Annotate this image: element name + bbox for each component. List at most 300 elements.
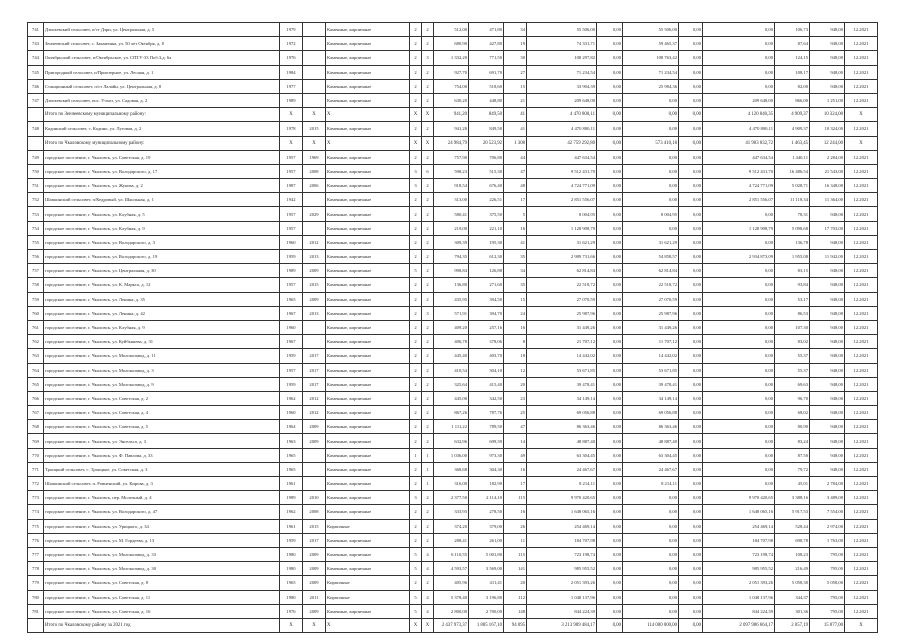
- table-cell-wall: Каменные, кирпичные: [326, 193, 410, 207]
- table-cell-residents: 35: [504, 278, 527, 292]
- table-cell-funds-a: 54 858,57: [623, 250, 679, 264]
- table-cell-funds-a: 71 234,54: [623, 65, 679, 79]
- table-cell-cost-per-m2: 106,73: [775, 23, 810, 37]
- table-cell-funds-b: 0,00: [703, 434, 775, 448]
- table-cell-cost: 9 970 420,65: [527, 491, 597, 505]
- table-cell-area-living: 5 001,80: [469, 547, 504, 561]
- table-cell-share-a: 0,00: [597, 264, 623, 278]
- table-row: [28, 462, 878, 476]
- table-cell-cost-per-m2: 4 909,37: [775, 122, 810, 136]
- table-cell-residents: 112: [504, 590, 527, 604]
- table-cell-limit-per-m2: 948,00: [810, 420, 845, 434]
- table-cell-funds-b: 0,00: [703, 37, 775, 51]
- table-cell-name: городское поселение, г. Чкаловск, ул. Клубная, д. 5: [44, 207, 280, 221]
- table-cell-date: 12.2021: [845, 406, 878, 420]
- table-cell-cost: 2 051 393,26: [527, 576, 597, 590]
- table-cell-limit-per-m2: 16 348,00: [810, 179, 845, 193]
- table-cell-area-total: 941,20: [434, 108, 469, 122]
- table-cell-num: 774: [28, 505, 44, 519]
- table-cell-cost-per-m2: 528,44: [775, 519, 810, 533]
- table-cell-share-b: 0,00: [679, 221, 703, 235]
- table-cell-storeys: 2: [410, 65, 422, 79]
- table-cell-name: городское поселение, г. Чкаловск, ул. Советская, д. 19: [44, 150, 280, 164]
- table-cell-cost: 2 851 556,07: [527, 193, 597, 207]
- table-cell-share-a: 0,00: [597, 278, 623, 292]
- table-cell-area-total: 435,95: [434, 292, 469, 306]
- table-cell-funds-a: 69 056,88: [623, 406, 679, 420]
- table-cell-entrances: 2: [422, 221, 434, 235]
- table-cell-num: 766: [28, 391, 44, 405]
- table-cell-wall: Каменные, кирпичные: [326, 349, 410, 363]
- table-cell-num: 769: [28, 434, 44, 448]
- table-cell-storeys: 2: [410, 576, 422, 590]
- table-cell-funds-b: 0,00: [703, 420, 775, 434]
- table-cell-cost-per-m2: 78,31: [775, 207, 810, 221]
- table-cell-name: городское поселение, г. Чкаловск, ул. Советская, д. 4: [44, 406, 280, 420]
- table-cell-date: 12.2021: [845, 221, 878, 235]
- table-cell-limit-per-m2: 795,00: [810, 562, 845, 576]
- table-cell-year-built: 1965: [280, 292, 303, 306]
- table-cell-area-living: 271,60: [469, 278, 504, 292]
- table-cell-area-total: 219,00: [434, 221, 469, 235]
- table-cell-limit-per-m2: 948,00: [810, 292, 845, 306]
- table-cell-num: 752: [28, 193, 44, 207]
- table-cell-name: городское поселение, г. Чкаловск, ул. Молокозавод, д. 3: [44, 363, 280, 377]
- table-cell-funds-a: 31 621,29: [623, 235, 679, 249]
- table-row: [28, 235, 878, 249]
- table-cell-cost: 63 304,45: [527, 448, 597, 462]
- table-cell-funds-a: 573 410,18: [623, 136, 679, 150]
- table-cell-funds-a: 31 449,26: [623, 320, 679, 334]
- table-cell-name: городское поселение, г. Чкаловск, ул. Ленина, д. 42: [44, 306, 280, 320]
- table-cell-residents: 94 095: [504, 618, 527, 632]
- table-cell-entrances: 2: [422, 207, 434, 221]
- table-cell-share-a: 0,00: [597, 320, 623, 334]
- table-cell-date: 12.2021: [845, 320, 878, 334]
- table-cell-entrances: 2: [422, 193, 434, 207]
- table-cell-cost-per-m2: 124,15: [775, 51, 810, 65]
- table-cell-year-repair: 2013: [303, 250, 326, 264]
- table-cell-cost: 27 070,59: [527, 292, 597, 306]
- table-cell-cost-per-m2: 344,37: [775, 590, 810, 604]
- table-cell-limit-per-m2: 10 324,00: [810, 122, 845, 136]
- table-cell-storeys: 2: [410, 320, 422, 334]
- table-cell-area-living: 515,30: [469, 164, 504, 178]
- table-cell-share-b: 0,00: [679, 391, 703, 405]
- table-cell-share-a: 0,00: [597, 391, 623, 405]
- table-cell-cost: 14 442,02: [527, 349, 597, 363]
- table-cell-funds-a: 86 363,46: [623, 420, 679, 434]
- table-cell-year-repair: [303, 477, 326, 491]
- table-cell-num: 761: [28, 320, 44, 334]
- table-cell-wall: Кирпичные: [326, 576, 410, 590]
- table-cell-wall: Каменные, кирпичные: [326, 533, 410, 547]
- table-cell-entrances: 2: [422, 250, 434, 264]
- table-cell-residents: 17: [504, 193, 527, 207]
- table-cell-year-repair: 2006: [303, 179, 326, 193]
- table-cell-share-b: 0,00: [679, 462, 703, 476]
- table-cell-share-a: 0,00: [597, 164, 623, 178]
- table-cell-year-repair: 2009: [303, 562, 326, 576]
- table-cell-share-b: 0,00: [679, 179, 703, 193]
- table-cell-entrances: 2: [422, 122, 434, 136]
- table-cell-limit-per-m2: 948,00: [810, 65, 845, 79]
- table-cell-share-a: 0,00: [597, 533, 623, 547]
- table-cell-area-living: 304,10: [469, 363, 504, 377]
- table-row: [28, 23, 878, 37]
- table-cell-year-built: 1972: [280, 37, 303, 51]
- table-cell-cost: 4 724 771,09: [527, 179, 597, 193]
- table-cell-share-a: 0,00: [597, 150, 623, 164]
- table-cell-funds-b: 1 048 137,96: [703, 590, 775, 604]
- table-cell-date: 12.2021: [845, 51, 878, 65]
- table-cell-residents: 47: [504, 164, 527, 178]
- table-cell-area-total: 445,40: [434, 349, 469, 363]
- table-cell-share-a: 0,00: [597, 93, 623, 107]
- table-cell-year-built: 1980: [280, 547, 303, 561]
- table-cell-funds-a: 0,00: [623, 221, 679, 235]
- table-cell-residents: 44: [504, 150, 527, 164]
- table-cell-area-total: 406,78: [434, 335, 469, 349]
- table-cell-num: 762: [28, 335, 44, 349]
- table-cell-area-total: 794,35: [434, 250, 469, 264]
- table-cell-cost-per-m2: 86,53: [775, 306, 810, 320]
- table-cell-wall: Каменные, кирпичные: [326, 79, 410, 93]
- table-cell-area-living: 403,70: [469, 349, 504, 363]
- table-cell-area-total: 998,84: [434, 264, 469, 278]
- table-cell-storeys: 2: [410, 306, 422, 320]
- table-cell-funds-b: 0,00: [703, 235, 775, 249]
- table-cell-cost: 844 224,39: [527, 604, 597, 618]
- table-cell-share-a: 0,00: [597, 136, 623, 150]
- table-cell-num: [28, 136, 44, 150]
- table-cell-entrances: 2: [422, 576, 434, 590]
- table-cell-name: Шапкинский сельсовет, п. Ровненский, ул. Кирова, д. 3: [44, 477, 280, 491]
- table-cell-share-b: 0,00: [679, 547, 703, 561]
- table-cell-storeys: 2: [410, 363, 422, 377]
- table-cell-name: городское поселение, г. Чкаловск, ул. Володарского, д. 17: [44, 164, 280, 178]
- table-row: [28, 406, 878, 420]
- table-cell-share-b: 0,00: [679, 250, 703, 264]
- table-cell-cost: 254 469,14: [527, 519, 597, 533]
- table-cell-wall: Каменные, кирпичные: [326, 23, 410, 37]
- table-cell-area-living: 3 196,80: [469, 590, 504, 604]
- table-cell-residents: 21: [504, 93, 527, 107]
- table-row: [28, 193, 878, 207]
- table-cell-funds-b: 4 470 800,11: [703, 122, 775, 136]
- table-cell-entrances: X: [422, 136, 434, 150]
- table-cell-area-total: 325,64: [434, 377, 469, 391]
- table-cell-year-repair: X: [303, 136, 326, 150]
- table-cell-cost-per-m2: 698,78: [775, 533, 810, 547]
- table-cell-num: 772: [28, 477, 44, 491]
- table-cell-funds-b: 723 198,74: [703, 547, 775, 561]
- table-cell-year-built: 1980: [280, 562, 303, 576]
- table-cell-cost-per-m2: 5 058,30: [775, 576, 810, 590]
- table-cell-storeys: 5: [410, 604, 422, 618]
- table-cell-funds-b: 1 648 065,16: [703, 505, 775, 519]
- table-cell-funds-a: 8 214,11: [623, 477, 679, 491]
- table-cell-cost-per-m2: 82,00: [775, 79, 810, 93]
- table-cell-num: 751: [28, 179, 44, 193]
- table-cell-name: городское поселение, г. Чкаловск, ул. Энгельса, д. 3: [44, 434, 280, 448]
- table-cell-funds-a: 0,00: [623, 562, 679, 576]
- table-cell-year-built: 1961: [280, 519, 303, 533]
- table-cell-date: X: [845, 136, 878, 150]
- table-cell-wall: Каменные, кирпичные: [326, 462, 410, 476]
- table-cell-share-a: 0,00: [597, 349, 623, 363]
- table-cell-area-total: 309,39: [434, 235, 469, 249]
- table-cell-share-a: 0,00: [597, 477, 623, 491]
- table-cell-num: 760: [28, 306, 44, 320]
- table-cell-cost-per-m2: 1 955,08: [775, 250, 810, 264]
- table-cell-num: 758: [28, 278, 44, 292]
- table-cell-area-total: 136,80: [434, 278, 469, 292]
- table-cell-num: 763: [28, 349, 44, 363]
- table-cell-cost-per-m2: 108,17: [775, 65, 810, 79]
- table-cell-area-living: 378,06: [469, 335, 504, 349]
- table-cell-cost-per-m2: 11 118,34: [775, 193, 810, 207]
- table-cell-year-repair: 2012: [303, 235, 326, 249]
- table-cell-storeys: 3: [410, 491, 422, 505]
- table-cell-entrances: X: [422, 108, 434, 122]
- table-cell-limit-per-m2: 948,00: [810, 235, 845, 249]
- table-cell-name: городское поселение, г. Чкаловск, ул. Клубная, д. 9: [44, 221, 280, 235]
- table-cell-entrances: 2: [422, 420, 434, 434]
- table-cell-cost-per-m2: 83,02: [775, 335, 810, 349]
- table-cell-funds-b: 2 934 873,09: [703, 250, 775, 264]
- table-cell-cost-per-m2: 1 463,45: [775, 136, 810, 150]
- table-cell-storeys: 2: [410, 221, 422, 235]
- table-cell-cost-per-m2: 80,90: [775, 420, 810, 434]
- table-cell-name: Итого по Чкаловскому муниципальному району:: [44, 136, 280, 150]
- table-cell-share-b: 0,00: [679, 292, 703, 306]
- table-cell-funds-a: 55 506,00: [623, 23, 679, 37]
- table-row: [28, 420, 878, 434]
- table-cell-year-built: 1976: [280, 604, 303, 618]
- table-cell-funds-a: 0,00: [623, 491, 679, 505]
- table-cell-funds-b: 2 051 393,26: [703, 576, 775, 590]
- table-cell-funds-b: 0,00: [703, 363, 775, 377]
- table-cell-year-repair: 2009: [303, 420, 326, 434]
- table-cell-area-living: 261,00: [469, 533, 504, 547]
- table-cell-date: 12.2021: [845, 491, 878, 505]
- table-cell-funds-a: 34 149,14: [623, 391, 679, 405]
- table-cell-funds-b: 0,00: [703, 462, 775, 476]
- table-cell-funds-a: 11 707,12: [623, 335, 679, 349]
- table-cell-cost-per-m2: 53,17: [775, 292, 810, 306]
- table-row: [28, 278, 878, 292]
- table-cell-entrances: 4: [422, 590, 434, 604]
- table-cell-num: 768: [28, 420, 44, 434]
- table-cell-year-built: 1960: [280, 235, 303, 249]
- table-cell-num: 778: [28, 562, 44, 576]
- table-cell-share-b: 0,00: [679, 434, 703, 448]
- table-cell-date: 12.2021: [845, 306, 878, 320]
- table-cell-storeys: 2: [410, 23, 422, 37]
- table-cell-residents: 16: [504, 505, 527, 519]
- table-cell-entrances: 2: [422, 278, 434, 292]
- table-cell-entrances: 2: [422, 320, 434, 334]
- table-cell-year-built: 1965: [280, 462, 303, 476]
- table-cell-share-b: 0,00: [679, 604, 703, 618]
- table-cell-year-repair: [303, 193, 326, 207]
- table-cell-num: 741: [28, 23, 44, 37]
- table-cell-wall: Каменные, кирпичные: [326, 51, 410, 65]
- table-cell-share-a: 0,00: [597, 519, 623, 533]
- table-cell-num: 750: [28, 164, 44, 178]
- table-cell-funds-b: 0,00: [703, 79, 775, 93]
- table-cell-num: 765: [28, 377, 44, 391]
- table-cell-storeys: 2: [410, 335, 422, 349]
- table-cell-cost: 25 987,96: [527, 306, 597, 320]
- table-cell-funds-a: 0,00: [623, 590, 679, 604]
- table-cell-entrances: 4: [422, 562, 434, 576]
- table-row: [28, 51, 878, 65]
- table-cell-cost: 31 621,29: [527, 235, 597, 249]
- table-cell-funds-b: 0,00: [703, 406, 775, 420]
- table-row: [28, 604, 878, 618]
- table-cell-year-repair: X: [303, 618, 326, 632]
- table-cell-num: 749: [28, 150, 44, 164]
- table-cell-entrances: 3: [422, 306, 434, 320]
- table-cell-storeys: 2: [410, 420, 422, 434]
- table-cell-area-total: 1 036,00: [434, 448, 469, 462]
- table-cell-share-a: 0,00: [597, 377, 623, 391]
- table-cell-share-b: 0,00: [679, 349, 703, 363]
- table-cell-funds-a: 62 814,84: [623, 264, 679, 278]
- table-cell-cost: 86 363,46: [527, 420, 597, 434]
- table-cell-share-b: 0,00: [679, 150, 703, 164]
- table-cell-limit-per-m2: 948,00: [810, 335, 845, 349]
- table-cell-cost: 108 297,82: [527, 51, 597, 65]
- table-cell-share-b: 0,00: [679, 207, 703, 221]
- table-cell-limit-per-m2: 5 058,00: [810, 576, 845, 590]
- table-cell-area-total: 571,91: [434, 306, 469, 320]
- table-cell-year-repair: [303, 37, 326, 51]
- table-cell-residents: 23: [504, 391, 527, 405]
- table-row: [28, 477, 878, 491]
- table-cell-year-repair: 2017: [303, 377, 326, 391]
- table-cell-area-living: 375,50: [469, 207, 504, 221]
- table-cell-date: 12.2021: [845, 391, 878, 405]
- table-cell-residents: 15: [504, 292, 527, 306]
- table-cell-wall: Каменные, кирпичные: [326, 278, 410, 292]
- table-cell-date: 12.2021: [845, 79, 878, 93]
- table-row: [28, 491, 878, 505]
- table-cell-residents: 15: [504, 79, 527, 93]
- table-cell-num: 777: [28, 547, 44, 561]
- table-cell-funds-a: 14 442,02: [623, 349, 679, 363]
- table-cell-limit-per-m2: 948,00: [810, 51, 845, 65]
- table-cell-limit-per-m2: 948,00: [810, 306, 845, 320]
- table-cell-share-b: 0,00: [679, 335, 703, 349]
- table-cell-date: X: [845, 618, 878, 632]
- table-cell-area-living: 787,76: [469, 406, 504, 420]
- table-cell-storeys: 2: [410, 122, 422, 136]
- table-cell-year-repair: [303, 65, 326, 79]
- table-cell-name: городское поселение, г. Чкаловск, ул. Молокозавод, д. 11: [44, 349, 280, 363]
- table-cell-limit-per-m2: 17 703,00: [810, 221, 845, 235]
- table-cell-share-a: 0,00: [597, 363, 623, 377]
- table-cell-area-living: 182,90: [469, 477, 504, 491]
- table-cell-share-a: 0,00: [597, 434, 623, 448]
- table-cell-cost-per-m2: 45,01: [775, 477, 810, 491]
- table-total-row: [28, 136, 878, 150]
- table-cell-date: 12.2021: [845, 65, 878, 79]
- table-cell-funds-b: 0,00: [703, 391, 775, 405]
- table-cell-year-built: 1960: [280, 406, 303, 420]
- table-cell-area-living: 126,88: [469, 264, 504, 278]
- table-cell-share-a: 0,00: [597, 122, 623, 136]
- table-cell-storeys: 2: [410, 533, 422, 547]
- table-cell-date: 12.2021: [845, 562, 878, 576]
- table-cell-funds-b: 0,00: [703, 292, 775, 306]
- table-cell-year-repair: 2009: [303, 604, 326, 618]
- table-cell-entrances: 1: [422, 477, 434, 491]
- table-cell-residents: 141: [504, 562, 527, 576]
- table-cell-cost: 1 128 908,79: [527, 221, 597, 235]
- table-row: [28, 391, 878, 405]
- table-cell-date: 12.2021: [845, 278, 878, 292]
- table-cell-storeys: X: [410, 108, 422, 122]
- table-cell-area-total: 632,96: [434, 434, 469, 448]
- table-cell-name: городское поселение, г. Чкаловск, ул. Советская, д. 11: [44, 590, 280, 604]
- table-cell-funds-a: 0,00: [623, 108, 679, 122]
- table-cell-cost-per-m2: 5 917,53: [775, 505, 810, 519]
- table-cell-funds-b: 447 634,54: [703, 150, 775, 164]
- table-cell-storeys: 3: [410, 179, 422, 193]
- table-cell-cost: 723 198,74: [527, 547, 597, 561]
- table-cell-share-b: 0,00: [679, 406, 703, 420]
- table-cell-entrances: 2: [422, 505, 434, 519]
- table-cell-entrances: X: [422, 618, 434, 632]
- table-cell-storeys: 2: [410, 93, 422, 107]
- table-cell-wall: Каменные, кирпичные: [326, 250, 410, 264]
- table-cell-wall: Каменные, кирпичные: [326, 150, 410, 164]
- table-cell-share-b: 0,00: [679, 505, 703, 519]
- table-cell-area-total: 867,26: [434, 406, 469, 420]
- table-cell-funds-a: 25 984,36: [623, 79, 679, 93]
- table-cell-wall: Каменные, кирпичные: [326, 37, 410, 51]
- table-cell-date: 12.2021: [845, 179, 878, 193]
- table-cell-limit-per-m2: 948,00: [810, 207, 845, 221]
- table-cell-year-repair: 2015: [303, 519, 326, 533]
- table-cell-area-total: 598,23: [434, 164, 469, 178]
- table-cell-date: 12.2021: [845, 150, 878, 164]
- table-cell-entrances: 2: [422, 79, 434, 93]
- table-cell-share-b: 0,00: [679, 193, 703, 207]
- table-cell-year-repair: [303, 462, 326, 476]
- table-cell-funds-b: 209 648,00: [703, 93, 775, 107]
- table-row: [28, 221, 878, 235]
- table-row: [28, 519, 878, 533]
- table-cell-entrances: 2: [422, 23, 434, 37]
- table-cell-share-b: 0,00: [679, 533, 703, 547]
- table-cell-year-built: 1967: [280, 335, 303, 349]
- table-cell-funds-b: 0,00: [703, 320, 775, 334]
- table-cell-year-built: 1978: [280, 122, 303, 136]
- table-cell-area-living: 1 885 167,10: [469, 618, 504, 632]
- table-cell-cost-per-m2: 4 909,37: [775, 108, 810, 122]
- table-cell-share-b: 0,00: [679, 23, 703, 37]
- table-cell-name: городское поселение, г. Чкаловск, ул. Клубная, д. 9: [44, 320, 280, 334]
- table-cell-cost-per-m2: 68,02: [775, 406, 810, 420]
- table-cell-name: городское поселение, г. Чкаловск, ул. Советская, д. 5: [44, 420, 280, 434]
- table-cell-cost: 33 904,39: [527, 79, 597, 93]
- table-cell-funds-b: 0,00: [703, 51, 775, 65]
- table-cell-cost-per-m2: 866,00: [775, 93, 810, 107]
